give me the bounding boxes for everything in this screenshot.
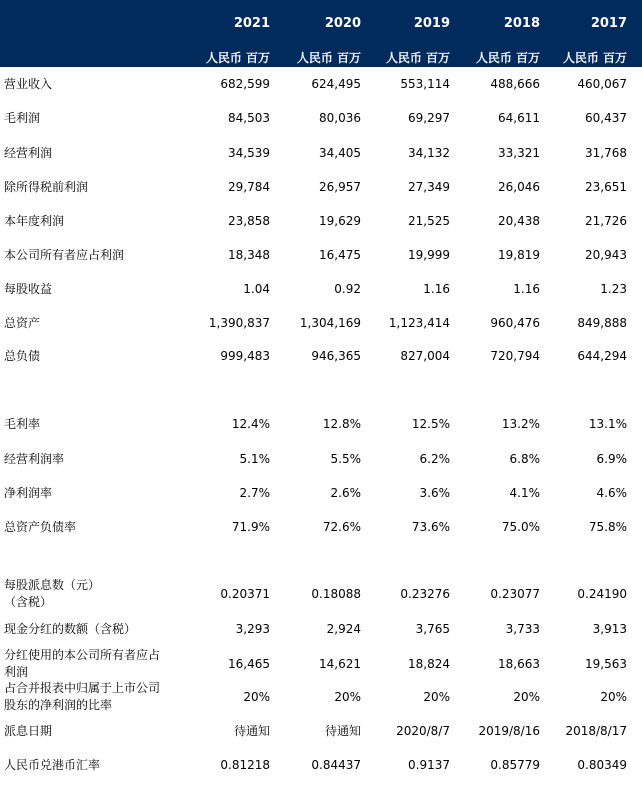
table-cell: 460,067 xyxy=(577,76,627,91)
table-cell: 624,495 xyxy=(311,76,361,91)
table-cell: 1.16 xyxy=(513,281,540,296)
row-label: 人民币兑港币汇率 xyxy=(4,757,101,772)
table-cell: 75.0% xyxy=(501,519,540,534)
table-cell: 23,651 xyxy=(585,179,627,194)
table-cell: 0.85779 xyxy=(490,757,540,772)
table-cell: 2018/8/17 xyxy=(565,723,627,738)
year-header-2021: 2021 xyxy=(233,16,270,31)
table-cell: 72.6% xyxy=(322,519,361,534)
row-label: 每股派息数（元） （含税） xyxy=(4,578,101,609)
table-cell: 6.9% xyxy=(596,451,627,466)
table-cell: 84,503 xyxy=(228,110,270,125)
unit-header: 人民币 百万 xyxy=(562,51,627,65)
table-cell: 75.8% xyxy=(588,519,627,534)
table-cell: 18,663 xyxy=(498,656,540,671)
table-cell: 23,858 xyxy=(228,213,270,228)
table-cell: 20% xyxy=(513,689,540,704)
table-cell: 4.6% xyxy=(596,485,627,500)
table-cell: 0.20371 xyxy=(220,586,270,601)
row-label: 总资产 xyxy=(4,315,41,330)
unit-header: 人民币 百万 xyxy=(296,51,361,65)
table-cell: 3,765 xyxy=(415,621,450,636)
table-cell: 33,321 xyxy=(498,145,540,160)
table-cell: 1.04 xyxy=(243,281,270,296)
table-cell: 720,794 xyxy=(490,348,540,363)
table-cell: 1.16 xyxy=(423,281,450,296)
table-cell: 0.81218 xyxy=(220,757,270,772)
table-header xyxy=(0,0,642,67)
table-cell: 0.9137 xyxy=(408,757,450,772)
table-cell: 1,390,837 xyxy=(208,315,270,330)
table-cell: 34,539 xyxy=(228,145,270,160)
table-cell: 13.2% xyxy=(501,416,540,431)
table-cell: 19,629 xyxy=(319,213,361,228)
table-cell: 2.7% xyxy=(239,485,270,500)
table-cell: 3.6% xyxy=(419,485,450,500)
table-cell: 20% xyxy=(423,689,450,704)
unit-header: 人民币 百万 xyxy=(475,51,540,65)
table-cell: 27,349 xyxy=(408,179,450,194)
table-cell: 4.1% xyxy=(509,485,540,500)
table-cell: 644,294 xyxy=(577,348,627,363)
table-cell: 19,999 xyxy=(408,247,450,262)
table-cell: 827,004 xyxy=(400,348,450,363)
table-cell: 69,297 xyxy=(408,110,450,125)
row-label: 占合并报表中归属于上市公司 股东的净利润的比率 xyxy=(4,681,161,712)
row-label: 经营利润 xyxy=(4,145,53,160)
row-label: 现金分红的数额（含税） xyxy=(4,621,137,636)
table-cell: 19,563 xyxy=(585,656,627,671)
table-cell: 20,438 xyxy=(498,213,540,228)
year-header-2018: 2018 xyxy=(503,16,540,31)
table-cell: 849,888 xyxy=(577,315,627,330)
table-cell: 2,924 xyxy=(326,621,361,636)
row-label: 营业收入 xyxy=(4,76,53,91)
table-cell: 1,304,169 xyxy=(299,315,361,330)
table-cell: 19,819 xyxy=(498,247,540,262)
row-label: 本公司所有者应占利润 xyxy=(4,247,125,262)
table-cell: 26,046 xyxy=(498,179,540,194)
table-cell: 64,611 xyxy=(498,110,540,125)
table-cell: 0.18088 xyxy=(311,586,361,601)
table-cell: 0.24190 xyxy=(577,586,627,601)
table-cell: 682,599 xyxy=(220,76,270,91)
table-cell: 12.5% xyxy=(411,416,450,431)
table-cell: 16,465 xyxy=(228,656,270,671)
table-cell: 20% xyxy=(600,689,627,704)
table-cell: 16,475 xyxy=(319,247,361,262)
table-cell: 12.8% xyxy=(322,416,361,431)
row-label: 分红使用的本公司所有者应占 利润 xyxy=(4,648,161,679)
table-cell: 31,768 xyxy=(585,145,627,160)
table-cell: 34,132 xyxy=(408,145,450,160)
table-cell: 488,666 xyxy=(490,76,540,91)
table-cell: 29,784 xyxy=(228,179,270,194)
table-cell: 0.23077 xyxy=(490,586,540,601)
table-cell: 553,114 xyxy=(400,76,450,91)
table-cell: 20% xyxy=(243,689,270,704)
table-cell: 12.4% xyxy=(231,416,270,431)
row-label: 本年度利润 xyxy=(4,213,65,228)
table-cell: 18,824 xyxy=(408,656,450,671)
row-label: 总负债 xyxy=(4,348,41,363)
row-label: 毛利率 xyxy=(4,416,41,431)
row-label: 总资产负债率 xyxy=(4,519,77,534)
row-label: 每股收益 xyxy=(4,281,53,296)
table-cell: 待通知 xyxy=(233,723,270,738)
table-cell: 18,348 xyxy=(228,247,270,262)
table-cell: 5.1% xyxy=(239,451,270,466)
table-cell: 21,525 xyxy=(408,213,450,228)
table-cell: 21,726 xyxy=(585,213,627,228)
table-cell: 34,405 xyxy=(319,145,361,160)
table-cell: 0.84437 xyxy=(311,757,361,772)
table-cell: 73.6% xyxy=(411,519,450,534)
table-cell: 3,733 xyxy=(505,621,540,636)
table-cell: 999,483 xyxy=(220,348,270,363)
unit-header: 人民币 百万 xyxy=(385,51,450,65)
table-cell: 6.8% xyxy=(509,451,540,466)
table-cell: 1.23 xyxy=(600,281,627,296)
table-cell: 14,621 xyxy=(319,656,361,671)
table-cell: 20,943 xyxy=(585,247,627,262)
row-label: 经营利润率 xyxy=(4,451,65,466)
table-cell: 2020/8/7 xyxy=(396,723,450,738)
row-label: 毛利润 xyxy=(4,110,41,125)
table-cell: 2.6% xyxy=(330,485,361,500)
row-label: 派息日期 xyxy=(4,723,53,738)
table-cell: 946,365 xyxy=(311,348,361,363)
table-cell: 0.92 xyxy=(334,281,361,296)
table-cell: 5.5% xyxy=(330,451,361,466)
table-cell: 80,036 xyxy=(319,110,361,125)
row-label: 除所得税前利润 xyxy=(4,179,89,194)
year-header-2020: 2020 xyxy=(324,16,361,31)
table-cell: 13.1% xyxy=(588,416,627,431)
table-cell: 26,957 xyxy=(319,179,361,194)
table-cell: 3,293 xyxy=(235,621,270,636)
table-cell: 1,123,414 xyxy=(388,315,450,330)
table-cell: 71.9% xyxy=(231,519,270,534)
table-cell: 6.2% xyxy=(419,451,450,466)
unit-header: 人民币 百万 xyxy=(205,51,270,65)
table-cell: 0.23276 xyxy=(400,586,450,601)
table-cell: 960,476 xyxy=(490,315,540,330)
row-label: 净利润率 xyxy=(4,485,53,500)
table-cell: 2019/8/16 xyxy=(478,723,540,738)
year-header-2019: 2019 xyxy=(413,16,450,31)
year-header-2017: 2017 xyxy=(590,16,627,31)
table-cell: 20% xyxy=(334,689,361,704)
table-cell: 60,437 xyxy=(585,110,627,125)
table-cell: 0.80349 xyxy=(577,757,627,772)
table-cell: 3,913 xyxy=(592,621,627,636)
table-cell: 待通知 xyxy=(324,723,361,738)
